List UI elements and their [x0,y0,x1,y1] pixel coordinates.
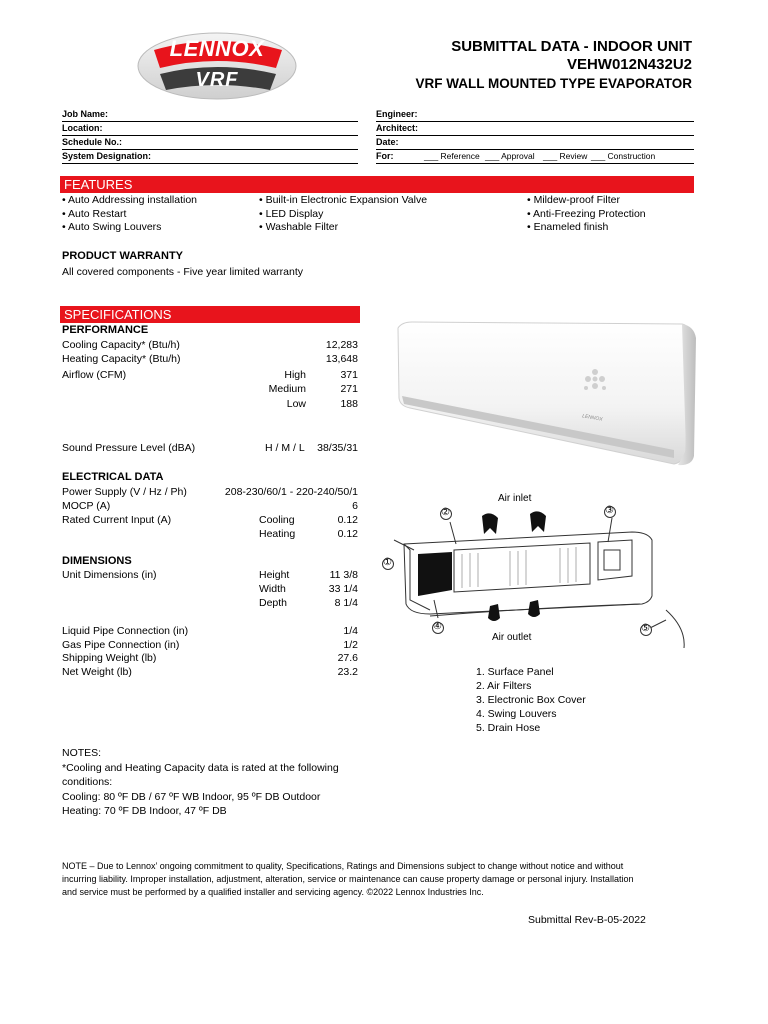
for-reference: ___ Reference [424,151,480,161]
schedule-line [62,149,358,150]
feature-item: • Auto Restart [62,207,127,220]
rated-current-label: Rated Current Input (A) [62,514,172,526]
model-number: VEHW012N432U2 [566,56,692,73]
air-inlet-label: Air inlet [498,493,532,504]
rated-current-cooling-mode: Cooling [259,514,295,526]
legend-item: 4. Swing Louvers [476,708,557,720]
gas-pipe-value: 1/2 [343,639,358,651]
legend-item: 3. Electronic Box Cover [476,694,586,706]
date-label: Date: [376,137,399,147]
specifications-heading: SPECIFICATIONS [60,306,360,323]
engineer-line [376,121,694,122]
for-construction: ___ Construction [591,151,656,161]
callout-4: ④ [433,621,442,632]
for-line [376,163,694,164]
features-column-3 [527,194,646,235]
airflow-value-high: 371 [340,369,358,381]
job-name-label: Job Name: [62,109,109,119]
shipping-weight-value: 27.6 [337,652,358,664]
cooling-capacity-value: 12,283 [325,339,358,351]
feature-item: • Mildew-proof Filter [527,194,620,206]
notes-line: conditions: [62,776,113,788]
unit-brand-mark: LENNOX [581,413,603,423]
notes-line: Cooling: 80 ºF DB / 67 ºF WB Indoor, 95 ºF DB Outdoor [62,790,321,803]
shipping-weight-label: Shipping Weight (lb) [62,652,157,664]
mocp-label: MOCP (A) [62,500,111,512]
feature-item: • LED Display [259,207,324,220]
disclaimer-line: NOTE – Due to Lennox’ ongoing commitment to quality, Specifications, Ratings and Dimensions subject to change without notice and without [62,861,624,871]
disclaimer-line: incurring liability. Improper installation, adjustment, alteration, service or maintenance can cause property damage or personal injury. Installation [62,874,634,884]
dimension-height-label: Height [259,569,290,581]
heating-capacity-value: 13,648 [325,353,358,365]
revision-label: Submittal Rev-B-05-2022 [528,914,646,926]
logo-brand-text: LENNOX [169,36,265,61]
airflow-label: Airflow (CFM) [62,369,127,381]
warranty-heading: PRODUCT WARRANTY [62,250,183,262]
feature-item: • Washable Filter [259,221,339,233]
cooling-capacity-label: Cooling Capacity* (Btu/h) [62,339,180,351]
job-name-line [62,121,358,122]
features-column-2 [259,194,427,235]
net-weight-label: Net Weight (lb) [62,666,132,678]
dimension-width-label: Width [259,583,286,595]
dimension-width-value: 33 1/4 [328,583,358,595]
callout-3: ③ [605,505,614,516]
warranty-text: All covered components - Five year limited warranty [62,266,304,278]
legend-item: 5. Drain Hose [476,722,541,734]
for-approval: ___ Approval [485,151,535,161]
wall-unit-photo [390,318,700,468]
rated-current-heating-mode: Heating [259,528,296,540]
dimension-height-value: 11 3/8 [329,569,358,581]
legend-item: 2. Air Filters [476,680,532,692]
airflow-value-low: 188 [340,398,358,410]
date-line [376,149,694,150]
sound-pressure-mode: H / M / L [265,442,305,454]
power-supply-value: 208-230/60/1 - 220-240/50/1 [224,486,358,498]
airflow-level-high: High [284,369,306,381]
air-outlet-label: Air outlet [492,632,532,643]
for-label: For: [376,151,394,161]
airflow-level-medium: Medium [268,383,306,395]
heating-capacity-label: Heating Capacity* (Btu/h) [62,353,181,365]
notes-block [62,746,339,819]
feature-item: • Auto Swing Louvers [62,221,162,233]
location-label: Location: [62,123,103,133]
diagram-legend [476,665,586,735]
callout-1: ① [383,557,392,568]
rated-current-cooling-value: 0.12 [337,514,358,526]
schedule-no-label: Schedule No.: [62,137,123,147]
gas-pipe-label: Gas Pipe Connection (in) [62,639,180,651]
lennox-vrf-logo [136,30,298,102]
legend-item: 1. Surface Panel [476,666,554,678]
feature-item: • Anti-Freezing Protection [527,207,646,220]
callout-5: ⑤ [641,623,650,634]
dimensions-heading: DIMENSIONS [62,555,132,567]
liquid-pipe-label: Liquid Pipe Connection (in) [62,625,189,637]
notes-line: *Cooling and Heating Capacity data is rated at the following [62,761,339,774]
document-title: SUBMITTAL DATA - INDOOR UNIT [451,38,692,55]
engineer-label: Engineer: [376,109,418,119]
architect-line [376,135,694,136]
document-subtitle: VRF WALL MOUNTED TYPE EVAPORATOR [415,76,692,91]
dimension-depth-label: Depth [259,597,288,609]
electrical-heading: ELECTRICAL DATA [62,471,164,483]
callout-2: ② [441,507,450,518]
airflow-level-low: Low [286,398,306,410]
liquid-pipe-value: 1/4 [343,625,358,637]
system-line [62,163,358,164]
architect-label: Architect: [376,123,419,133]
performance-heading: PERFORMANCE [62,324,149,336]
unit-diagram [370,488,690,648]
mocp-value: 6 [352,500,358,512]
airflow-value-medium: 271 [340,383,358,395]
dimension-depth-value: 8 1/4 [334,597,358,609]
system-designation-label: System Designation: [62,151,152,161]
feature-item: • Built-in Electronic Expansion Valve [259,194,428,206]
disclaimer-line: and service must be performed by a qualified installer and servicing agency. ©2022 Lennox Industries Inc. [62,887,484,897]
logo-product-text: VRF [195,69,239,91]
disclaimer [62,860,702,899]
features-heading: FEATURES [60,176,694,193]
notes-line: Heating: 70 ºF DB Indoor, 47 ºF DB [62,805,227,817]
features-column-1 [62,194,197,235]
feature-item: • Auto Addressing installation [62,194,198,206]
power-supply-label: Power Supply (V / Hz / Ph) [62,486,187,498]
for-review: ___ Review [543,151,588,161]
notes-heading: NOTES: [62,747,102,759]
rated-current-heating-value: 0.12 [337,528,358,540]
unit-dimensions-label: Unit Dimensions (in) [62,569,157,581]
net-weight-value: 23.2 [337,666,358,678]
location-line [62,135,358,136]
sound-pressure-label: Sound Pressure Level (dBA) [62,442,196,454]
feature-item: • Enameled finish [527,221,609,233]
sound-pressure-value: 38/35/31 [317,442,358,454]
